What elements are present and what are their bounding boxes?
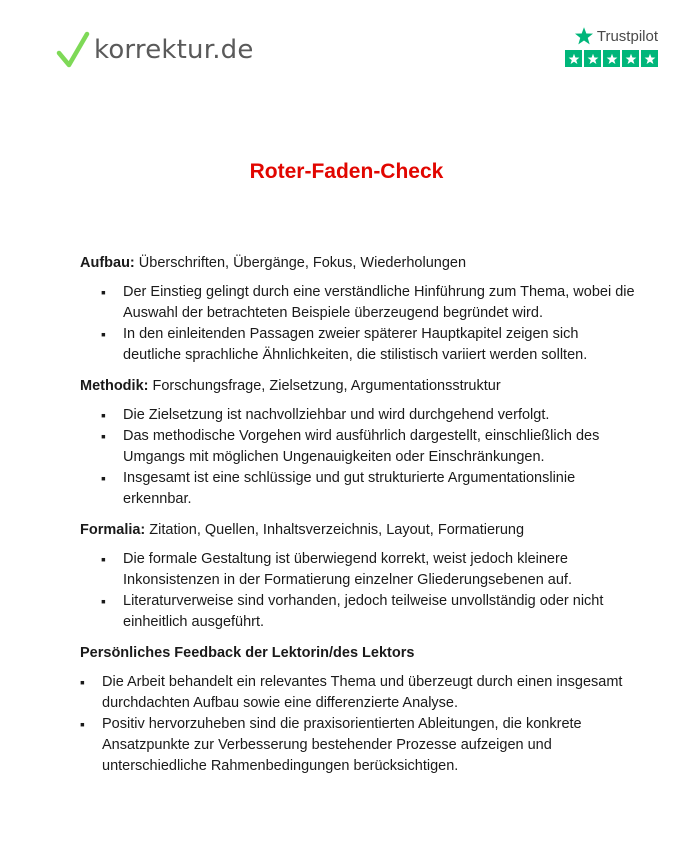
list-item: ▪ Die Zielsetzung ist nachvollziehbar und wird durchgehend verfolgt.	[80, 405, 640, 426]
trustpilot-star-box-icon	[622, 50, 639, 67]
trustpilot-star-icon	[574, 26, 594, 46]
section-formalia-list	[80, 549, 640, 633]
trustpilot-star-box-icon	[641, 50, 658, 67]
document-title: Roter-Faden-Check	[249, 160, 444, 183]
section-aufbau-list	[80, 282, 640, 366]
list-item: ▪ In den einleitenden Passagen zweier späterer Hauptkapitel zeigen sich deutliche sprachliche Ähnlichkeiten, die stilistisch variiert werden sollten.	[80, 324, 640, 366]
trustpilot-label: Trustpilot	[596, 27, 658, 45]
feedback-heading-text: Persönliches Feedback der Lektorin/des Lektors	[80, 645, 415, 661]
trustpilot-badge[interactable]	[562, 26, 658, 67]
list-item: ▪ Insgesamt ist eine schlüssige und gut strukturierte Argumentationslinie erkennbar.	[80, 468, 640, 510]
section-methodik-list	[80, 405, 640, 510]
section-label: Methodik:	[80, 378, 149, 394]
checkmark-icon	[56, 31, 90, 69]
section-label: Formalia:	[80, 522, 146, 538]
logo-text: korrektur.de	[94, 35, 254, 65]
list-item: ▪ Literaturverweise sind vorhanden, jedoch teilweise unvollständig oder nicht einheitlich ausgeführt.	[80, 591, 640, 633]
list-item: ▪ Der Einstieg gelingt durch eine verständliche Hinführung zum Thema, wobei die Auswahl der betrachteten Beispiele überzeugend begründet wird.	[80, 282, 640, 324]
trustpilot-star-box-icon	[565, 50, 582, 67]
section-formalia-heading	[80, 520, 640, 541]
section-aufbau-heading	[80, 253, 640, 274]
section-topics: Forschungsfrage, Zielsetzung, Argumentationsstruktur	[148, 378, 501, 394]
list-item: ▪ Das methodische Vorgehen wird ausführlich dargestellt, einschließlich des Umgangs mit möglichen Ungenauigkeiten oder Einschränkungen.	[80, 426, 640, 468]
list-item: ▪ Die formale Gestaltung ist überwiegend korrekt, weist jedoch kleinere Inkonsistenzen in der Formatierung einzelner Gliederungsebenen auf.	[80, 549, 640, 591]
section-methodik-heading	[80, 376, 640, 397]
list-item: ▪ Positiv hervorzuheben sind die praxisorientierten Ableitungen, die konkrete Ansatzpunkte zur Verbesserung bestehender Prozesse aufzeigen und unterschiedliche Rahmenbedingungen berücksichtigen.	[80, 714, 640, 777]
trustpilot-star-box-icon	[584, 50, 601, 67]
document-body	[80, 253, 640, 787]
feedback-heading	[80, 643, 640, 664]
trustpilot-star-box-icon	[603, 50, 620, 67]
list-item: ▪ Die Arbeit behandelt ein relevantes Thema und überzeugt durch einen insgesamt durchdachten Aufbau sowie eine differenzierte Analyse.	[80, 672, 640, 714]
trustpilot-rating	[562, 50, 658, 67]
korrektur-logo[interactable]	[56, 30, 254, 70]
section-topics: Überschriften, Übergänge, Fokus, Wiederholungen	[134, 255, 467, 271]
section-topics: Zitation, Quellen, Inhaltsverzeichnis, Layout, Formatierung	[145, 522, 525, 538]
section-label: Aufbau:	[80, 255, 135, 271]
feedback-list	[80, 672, 640, 777]
